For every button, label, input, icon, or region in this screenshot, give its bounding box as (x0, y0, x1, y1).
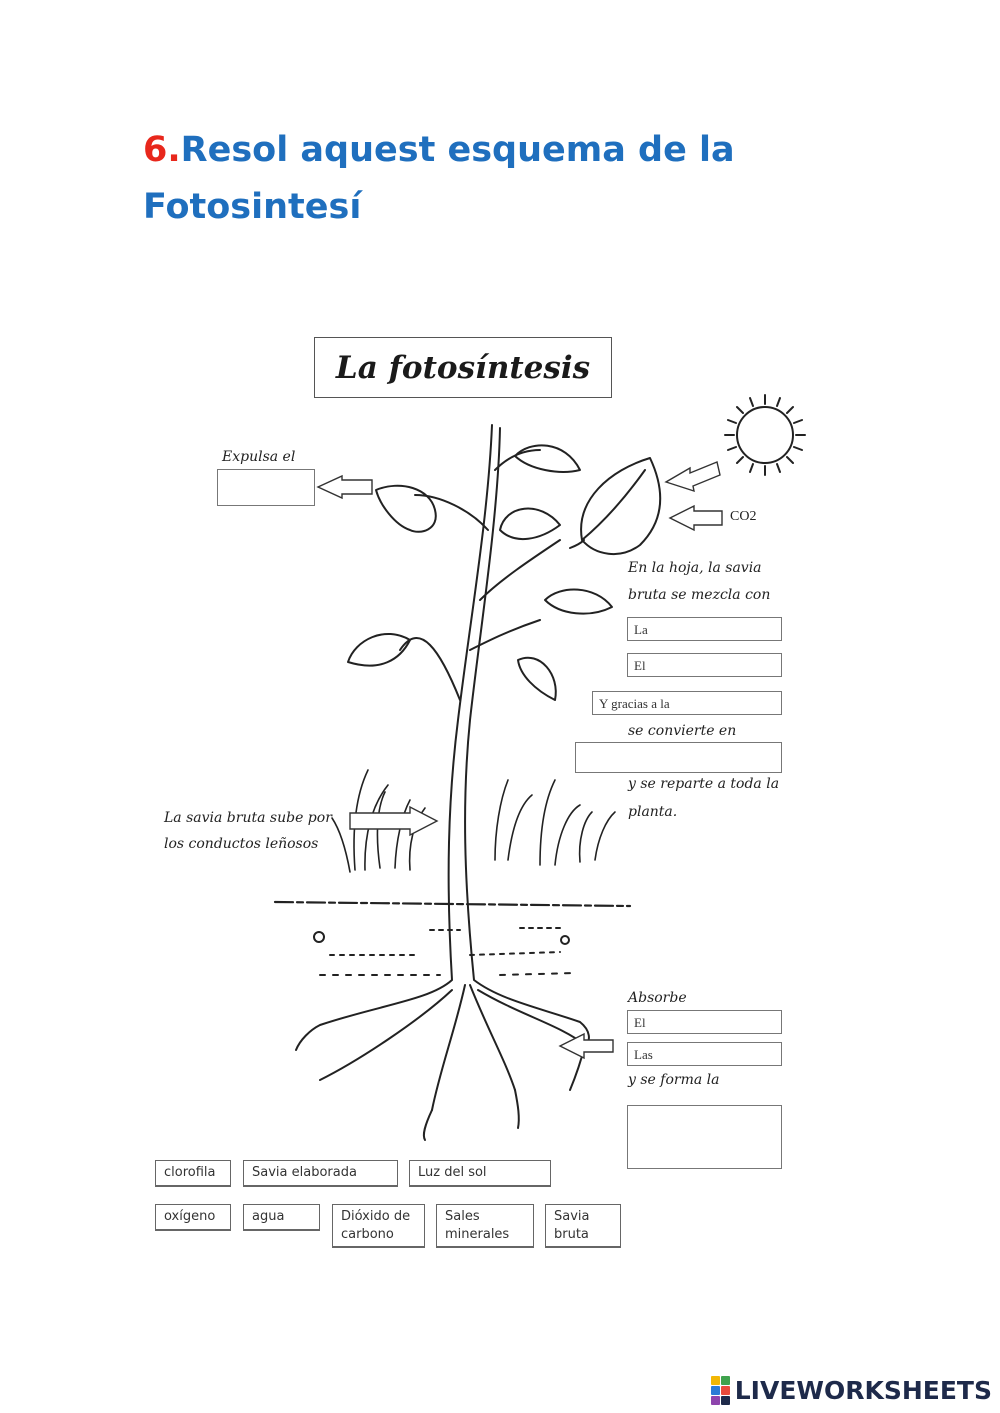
answer-box-hoja-la[interactable]: La (627, 617, 782, 641)
word-chip[interactable]: Dióxido de carbono (332, 1204, 425, 1248)
answer-box-absorbe-el[interactable]: El (627, 1010, 782, 1034)
arrow-expulsa (318, 476, 372, 498)
leaf-4 (500, 509, 560, 539)
arrow-savia (350, 807, 437, 835)
word-chip[interactable]: Luz del sol (409, 1160, 551, 1187)
ground-dashes-2 (320, 973, 575, 975)
arrow-co2 (670, 506, 722, 530)
liveworksheets-brand[interactable] (711, 1376, 992, 1405)
answer-box-expulsa[interactable] (217, 469, 315, 506)
leaf-1 (376, 486, 436, 532)
label-co2: CO2 (730, 509, 757, 524)
big-leaf (581, 458, 660, 554)
label-hoja-2: bruta se mezcla con (628, 587, 771, 603)
label-hoja-1: En la hoja, la savia (628, 560, 762, 576)
answer-box-gracias[interactable]: Y gracias a la (592, 691, 782, 715)
label-savia-2: los conductos leñosos (164, 836, 319, 852)
label-se-convierte: se convierte en (628, 723, 737, 739)
word-chip[interactable]: Sales minerales (436, 1204, 534, 1248)
label-expulsa: Expulsa el (222, 449, 296, 465)
pebble-1 (314, 932, 324, 942)
answer-box-hoja-el[interactable]: El (627, 653, 782, 677)
ground-line (275, 902, 630, 906)
worksheet-title: La fotosíntesis (314, 337, 612, 398)
word-chip[interactable]: Savia elaborada (243, 1160, 398, 1187)
label-reparte-2: planta. (628, 804, 678, 820)
answer-box-forma[interactable] (627, 1105, 782, 1169)
leaf-6 (518, 658, 556, 700)
label-savia-1: La savia bruta sube por (164, 810, 332, 826)
leaf-5 (545, 590, 612, 614)
word-chip[interactable]: Savia bruta (545, 1204, 621, 1248)
arrow-absorbe (560, 1034, 613, 1058)
branch-left (400, 638, 460, 700)
heading-line-1: Resol aquest esquema de la (180, 130, 735, 170)
leaf-3 (515, 445, 580, 472)
arrow-sun (666, 462, 720, 491)
word-chip[interactable]: clorofila (155, 1160, 231, 1187)
ground-dashes-1 (330, 952, 560, 955)
answer-box-absorbe-las[interactable]: Las (627, 1042, 782, 1066)
grass-right (495, 780, 615, 865)
sun-icon (737, 407, 793, 463)
label-reparte-1: y se reparte a toda la (628, 776, 780, 792)
word-chip[interactable]: oxígeno (155, 1204, 231, 1231)
answer-box-convierte[interactable] (575, 742, 782, 773)
pebble-2 (561, 936, 569, 944)
label-absorbe: Absorbe (628, 990, 687, 1006)
liveworksheets-logo-icon (711, 1376, 730, 1405)
word-chip[interactable]: agua (243, 1204, 320, 1231)
heading-line-2: Fotosintesí (143, 187, 362, 227)
label-se-forma: y se forma la (628, 1072, 720, 1088)
brand-text: LIVEWORKSHEETS (734, 1376, 992, 1405)
exercise-number: 6. (143, 130, 181, 170)
